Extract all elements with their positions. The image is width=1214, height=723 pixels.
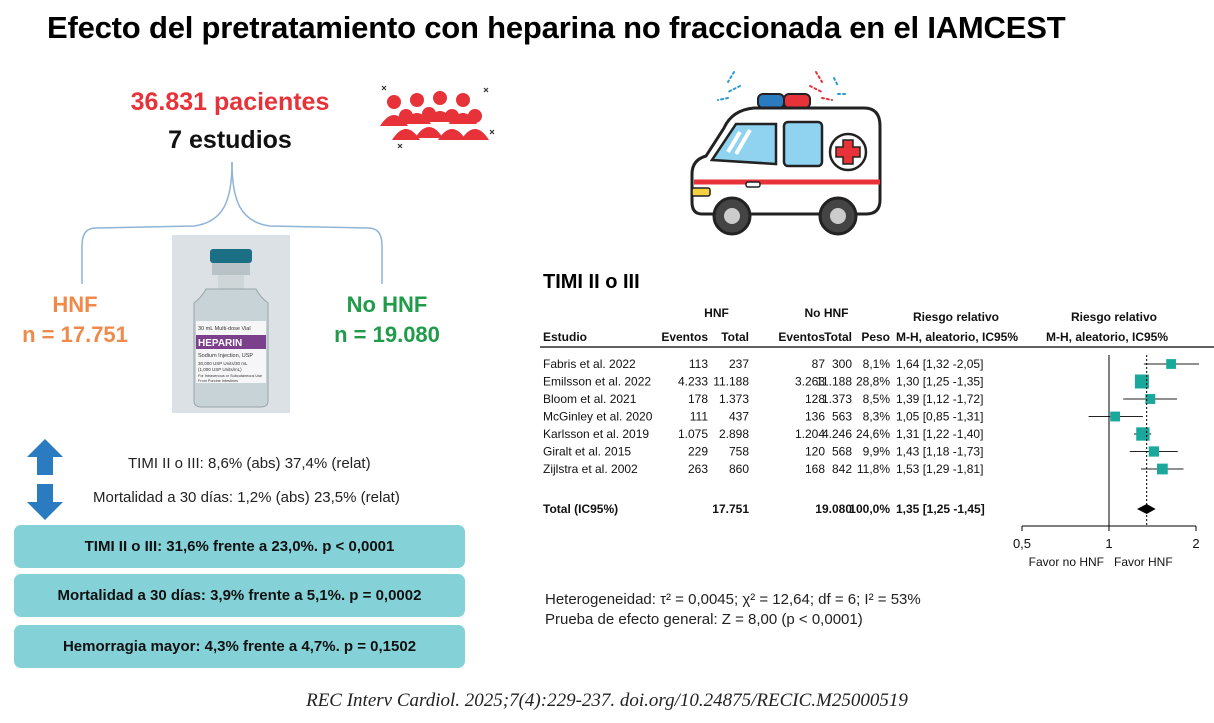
total-hnf: 437 <box>728 409 749 424</box>
events-hnf: 4.233 <box>677 374 708 389</box>
vial-subtitle-text: Sodium Injection, USP <box>198 353 254 359</box>
col-study: Estudio <box>543 330 587 344</box>
total-hnf: 237 <box>728 357 749 371</box>
vial-porcine-text: From Porcine Intestines <box>198 379 239 383</box>
patients-count: 36.831 pacientes <box>130 88 330 116</box>
study-name: Giralt et al. 2015 <box>543 444 632 459</box>
ambulance-icon <box>688 64 883 244</box>
col-weight: Peso <box>861 330 890 344</box>
events-nohnf: 120 <box>804 444 825 459</box>
events-nohnf: 1.204 <box>794 427 825 441</box>
events-hnf: 263 <box>687 462 708 476</box>
arrow-down-icon <box>25 482 65 522</box>
effect-square <box>1136 427 1149 440</box>
result-timi: TIMI II o III: 31,6% frente a 23,0%. p < 0,0001 <box>14 525 465 568</box>
total-nohnf: 11.188 <box>816 374 852 389</box>
total-hnf-sum: 17.751 <box>712 502 749 516</box>
col-events-hnf: Eventos <box>661 330 708 344</box>
header-rr-plot: Riesgo relativo <box>1070 310 1158 324</box>
total-nohnf: 4.246 <box>821 427 852 441</box>
studies-count: 7 estudios <box>168 126 292 154</box>
total-nohnf-sum: 19.080 <box>815 502 852 516</box>
favor-left-label: Favor no HNF <box>1028 555 1104 569</box>
total-nohnf: 842 <box>831 462 852 476</box>
col-events-nohnf: Eventos <box>778 330 825 344</box>
effect-timi: TIMI II o III: 8,6% (abs) 37,4% (relat) <box>128 455 371 472</box>
study-name: Fabris et al. 2022 <box>543 357 636 371</box>
study-weight: 9,9% <box>862 444 890 459</box>
total-nohnf: 300 <box>831 357 852 371</box>
forest-plot <box>540 300 1214 580</box>
effect-mortality: Mortalidad a 30 días: 1,2% (abs) 23,5% (relat) <box>93 489 400 506</box>
effect-square <box>1110 412 1120 422</box>
total-hnf: 1.373 <box>718 392 749 406</box>
total-hnf: 11.188 <box>713 374 749 389</box>
citation: REC Interv Cardiol. 2025;7(4):229-237. doi.org/10.24875/RECIC.M25000519 <box>306 690 908 711</box>
x-tick-label: 2 <box>1192 536 1200 551</box>
events-nohnf: 128 <box>804 392 825 406</box>
events-nohnf: 3.263 <box>794 374 825 389</box>
events-hnf: 1.075 <box>677 427 708 441</box>
arrow-up-icon <box>25 437 65 477</box>
forest-plot-title: TIMI II o III <box>543 271 640 293</box>
study-rr: 1,43 [1,18 -1,73] <box>896 444 984 459</box>
study-weight: 28,8% <box>855 374 890 389</box>
col-rr: M-H, aleatorio, IC95% <box>896 330 1019 344</box>
col-rr-plot: M-H, aleatorio, IC95% <box>1046 330 1169 344</box>
header-nohnf: No HNF <box>804 306 849 320</box>
col-total-nohnf: Total <box>824 330 852 344</box>
events-nohnf: 168 <box>804 462 825 476</box>
study-name: Zijlstra et al. 2002 <box>543 462 638 476</box>
total-nohnf: 563 <box>831 409 852 424</box>
study-weight: 8,5% <box>862 392 890 406</box>
total-nohnf: 568 <box>831 444 852 459</box>
study-name: McGinley et al. 2020 <box>543 409 653 424</box>
nohnf-arm <box>312 290 462 350</box>
x-tick-label: 0,5 <box>1012 536 1032 551</box>
total-rr: 1,35 [1,25 -1,45] <box>896 502 985 516</box>
events-hnf: 111 <box>689 409 708 424</box>
hnf-arm <box>5 290 145 350</box>
heparin-vial-image <box>172 235 290 413</box>
events-hnf: 178 <box>687 392 708 406</box>
heterogeneity-text: Heterogeneidad: τ² = 0,0045; χ² = 12,64; df = 6; I² = 53% <box>545 591 921 608</box>
result-mortality: Mortalidad a 30 días: 3,9% frente a 5,1%. p = 0,0002 <box>14 574 465 617</box>
events-nohnf: 87 <box>811 357 825 371</box>
vial-name-text: HEPARIN <box>198 338 243 349</box>
total-label: Total (IC95%) <box>543 502 619 516</box>
result-bleeding: Hemorragia mayor: 4,3% frente a 4,7%. p = 0,1502 <box>14 625 465 668</box>
vial-strength2-text: (1,000 USP Units/mL) <box>198 367 242 372</box>
header-rr: Riesgo relativo <box>912 310 1000 324</box>
study-weight: 8,1% <box>862 357 890 371</box>
total-hnf: 860 <box>728 462 749 476</box>
events-nohnf: 136 <box>804 409 825 424</box>
header-hnf: HNF <box>704 306 729 320</box>
study-weight: 24,6% <box>855 427 890 441</box>
study-name: Bloom et al. 2021 <box>543 392 637 406</box>
study-weight: 8,3% <box>862 409 890 424</box>
heterogeneity-block <box>545 590 921 630</box>
x-tick-label: 1 <box>1105 536 1113 551</box>
vial-strength-text: 30,000 USP Units/30 mL <box>198 361 248 366</box>
total-nohnf: 1.373 <box>821 392 852 406</box>
hnf-label: HNF <box>52 292 98 317</box>
study-rr: 1,30 [1,25 -1,35] <box>896 374 984 389</box>
effect-square <box>1157 464 1168 475</box>
study-name: Karlsson et al. 2019 <box>543 427 650 441</box>
events-hnf: 113 <box>688 357 708 371</box>
study-rr: 1,05 [0,85 -1,31] <box>896 409 984 424</box>
total-hnf: 758 <box>728 444 749 459</box>
overall-effect-text: Prueba de efecto general: Z = 8,00 (p < 0,0001) <box>545 611 863 628</box>
effect-square <box>1149 446 1159 456</box>
vial-route-text: For Intravenous or Subcutaneous Use <box>198 374 263 378</box>
effect-square <box>1166 359 1176 369</box>
study-weight: 11,8% <box>856 462 890 476</box>
hnf-count: n = 17.751 <box>22 322 128 347</box>
page-title: Efecto del pretratamiento con heparina no fraccionada en el IAMCEST <box>47 10 1066 45</box>
study-rr: 1,53 [1,29 -1,81] <box>896 462 984 476</box>
study-rr: 1,31 [1,22 -1,40] <box>896 427 984 441</box>
study-rr: 1,39 [1,12 -1,72] <box>896 392 984 406</box>
favor-right-label: Favor HNF <box>1114 555 1173 569</box>
events-hnf: 229 <box>687 444 708 459</box>
total-hnf: 2.898 <box>718 427 749 441</box>
nohnf-label: No HNF <box>346 292 428 317</box>
nohnf-count: n = 19.080 <box>334 322 440 347</box>
people-group-icon <box>372 80 497 150</box>
vial-volume-text: 30 mL Multi-dose Vial <box>198 326 251 332</box>
total-weight: 100,0% <box>849 502 890 516</box>
col-total-hnf: Total <box>721 330 749 344</box>
study-rr: 1,64 [1,32 -2,05] <box>896 357 984 371</box>
study-name: Emilsson et al. 2022 <box>543 374 652 389</box>
